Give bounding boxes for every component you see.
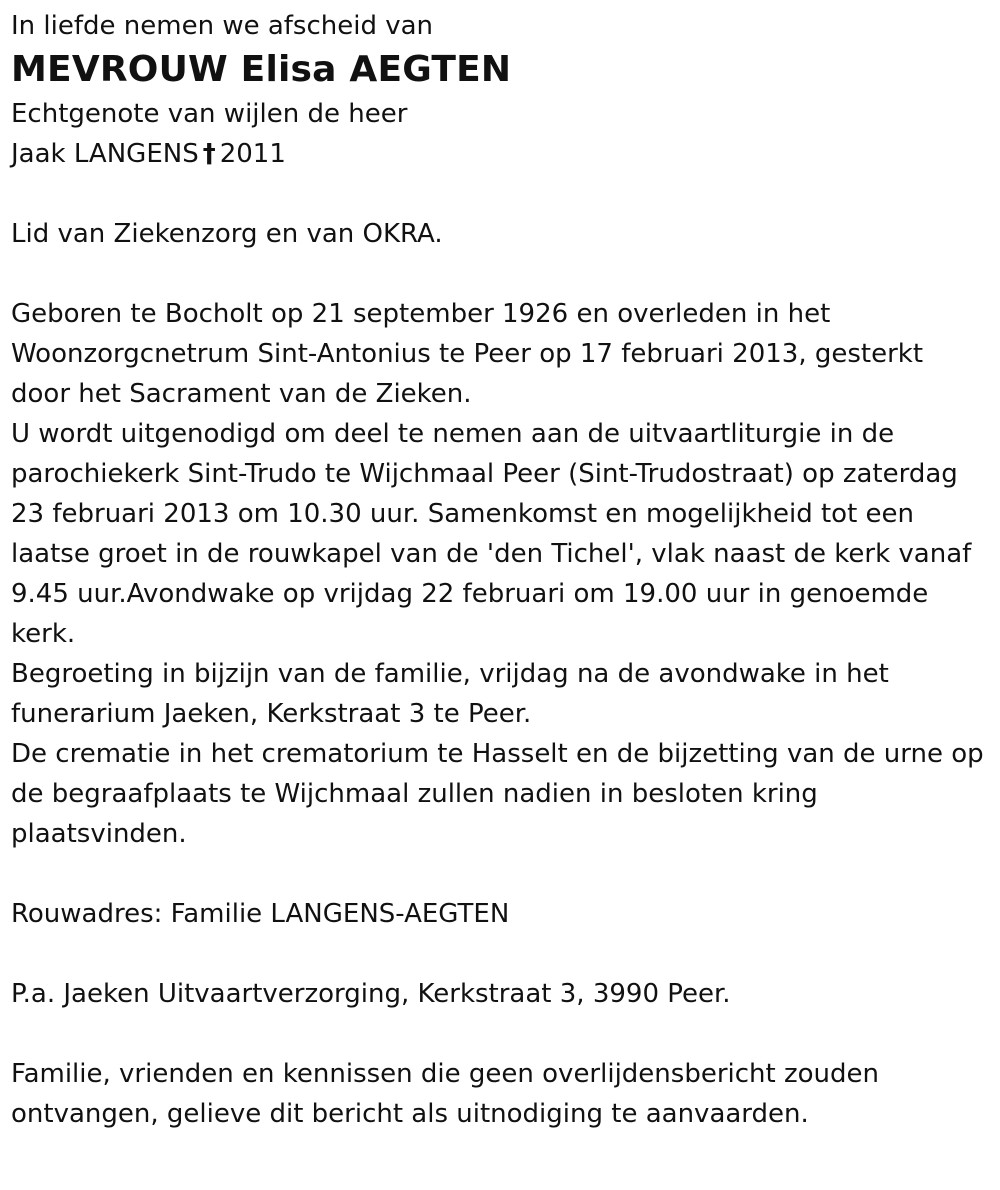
cross-icon: † [202, 139, 216, 169]
spouse-line-1: Echtgenote van wijlen de heer [11, 99, 408, 129]
mourning-address: Rouwadres: Familie LANGENS-AEGTEN [11, 899, 510, 929]
cremation-paragraph: De crematie in het crematorium te Hasselt en de bijzetting van de urne op de begraafplaats te Wijchmaal zullen nadien in besloten kring plaatsvinden. [11, 739, 984, 849]
deceased-name: MEVROUW Elisa AEGTEN [11, 49, 512, 90]
details-block [11, 294, 986, 854]
birth-death-paragraph: Geboren te Bocholt op 21 september 1926 en overleden in het Woonzorgcnetrum Sint-Antonius te Peer op 17 februari 2013, gesterkt door het Sacrament van de Zieken. [11, 299, 924, 409]
spouse-line-2 [11, 134, 986, 174]
obituary-notice [11, 6, 986, 1134]
spouse-death-year: 2011 [219, 139, 286, 169]
funeral-service-paragraph: U wordt uitgenodigd om deel te nemen aan de uitvaartliturgie in de parochiekerk Sint-Trudo te Wijchmaal Peer (Sint-Trudostraat) op zaterdag 23 februari 2013 om 10.30 uur. Samenkomst en mogelijkheid tot een laatse groet in de rouwkapel van de 'den Tichel', vlak naast de kerk vanaf 9.45 uur.Avondwake op vrijdag 22 februari om 19.00 uur in genoemde kerk. [11, 419, 972, 649]
membership-text: Lid van Ziekenzorg en van OKRA. [11, 219, 443, 249]
closing-text: Familie, vrienden en kennissen die geen overlijdensbericht zouden ontvangen, gelieve dit bericht als uitnodiging te aanvaarden. [11, 1059, 879, 1129]
care-of-address: P.a. Jaeken Uitvaartverzorging, Kerkstraat 3, 3990 Peer. [11, 979, 731, 1009]
intro-text: In liefde nemen we afscheid van [11, 11, 434, 41]
spouse-name: Jaak LANGENS [11, 139, 199, 169]
condolence-paragraph: Begroeting in bijzijn van de familie, vrijdag na de avondwake in het funerarium Jaeken, Kerkstraat 3 te Peer. [11, 659, 889, 729]
